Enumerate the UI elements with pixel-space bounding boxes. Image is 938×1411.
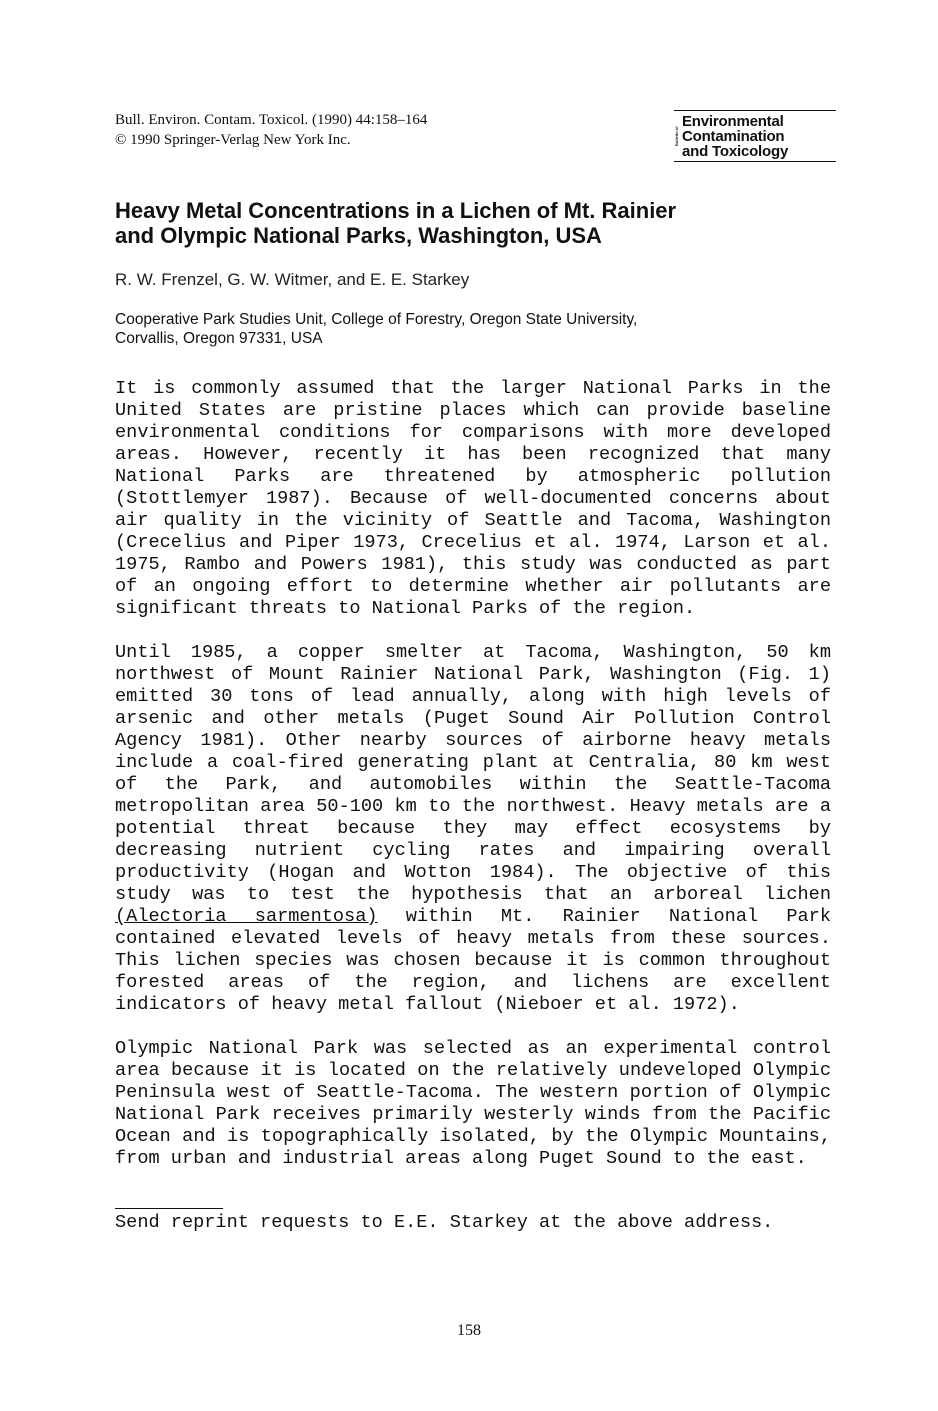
species-name: (Alectoria sarmentosa) bbox=[115, 906, 378, 927]
journal-logo bbox=[674, 110, 836, 162]
journal-logo-line-3: and Toxicology bbox=[682, 143, 789, 160]
journal-logo-line-2: Contamination bbox=[682, 128, 785, 145]
citation-header bbox=[115, 110, 427, 150]
citation-line-1: Bull. Environ. Contam. Toxicol. (1990) 44:158–164 bbox=[115, 112, 428, 128]
paragraph-2-text-start: Until 1985, a copper smelter at Tacoma, Washington, 50 km northwest of Mount Rainier National Park, Washington (Fig. 1) emitted 30 tons of lead annually, along with high levels of arsenic and other metals (Puget Sound Air Pollution Control Agency 1981). Other nearby sources of airborne heavy metals include a coal-fired generating plant at Centralia, 80 km west of the Park, and automobiles within the Seattle-Tacoma metropolitan area 50-100 km to the northwest. Heavy metals are a potential threat because they may effect ecosystems by decreasing nutrient cycling rates and impairing overall productivity (Hogan and Wotton 1984). The objective of this study was to test the hypothesis that an arboreal lichen bbox=[115, 642, 831, 905]
body-paragraph-2 bbox=[115, 642, 831, 1016]
footnote-divider bbox=[115, 1208, 223, 1209]
page-number: 158 bbox=[457, 1322, 481, 1339]
authors: R. W. Frenzel, G. W. Witmer, and E. E. Starkey bbox=[115, 270, 470, 289]
footnote: Send reprint requests to E.E. Starkey at the above address. bbox=[115, 1212, 774, 1233]
body-paragraph-1: It is commonly assumed that the larger National Parks in the United States are pristine places which can provide baseline environmental conditions for comparisons with more developed areas. However, recently it has been recognized that many National Parks are threatened by atmospheric pollution (Stottlemyer 1987). Because of well-documented concerns about air quality in the vicinity of Seattle and Tacoma, Washington (Crecelius and Piper 1973, Crecelius et al. 1974, Larson et al. 1975, Rambo and Powers 1981), this study was conducted as part of an ongoing effort to determine whether air pollutants are significant threats to National Parks of the region. bbox=[115, 378, 831, 619]
paragraph-2-text-end: within Mt. Rainier National Park contained elevated levels of heavy metals from these sources. This lichen species was chosen because it is common throughout forested areas of the region, and lichens are excellent indicators of heavy metal fallout (Nieboer et al. 1972). bbox=[115, 906, 831, 1015]
affiliation-line-2: Corvallis, Oregon 97331, USA bbox=[115, 330, 323, 347]
paper-title-line-2: and Olympic National Parks, Washington, USA bbox=[115, 223, 602, 248]
citation-line-2: © 1990 Springer-Verlag New York Inc. bbox=[115, 132, 351, 148]
affiliation bbox=[115, 310, 835, 348]
paper-title-line-1: Heavy Metal Concentrations in a Lichen of Mt. Rainier bbox=[115, 198, 677, 223]
body-paragraph-3: Olympic National Park was selected as an experimental control area because it is located on the relatively undeveloped Olympic Peninsula west of Seattle-Tacoma. The western portion of Olympic National Park receives primarily westerly winds from the Pacific Ocean and is topographically isolated, by the Olympic Mountains, from urban and industrial areas along Puget Sound to the east. bbox=[115, 1038, 831, 1169]
journal-logo-text bbox=[682, 114, 788, 159]
journal-logo-line-1: Environmental bbox=[682, 113, 784, 130]
journal-logo-side-text: Bulletin of bbox=[674, 126, 679, 147]
affiliation-line-1: Cooperative Park Studies Unit, College of Forestry, Oregon State University, bbox=[115, 311, 638, 328]
paper-title bbox=[115, 198, 835, 248]
